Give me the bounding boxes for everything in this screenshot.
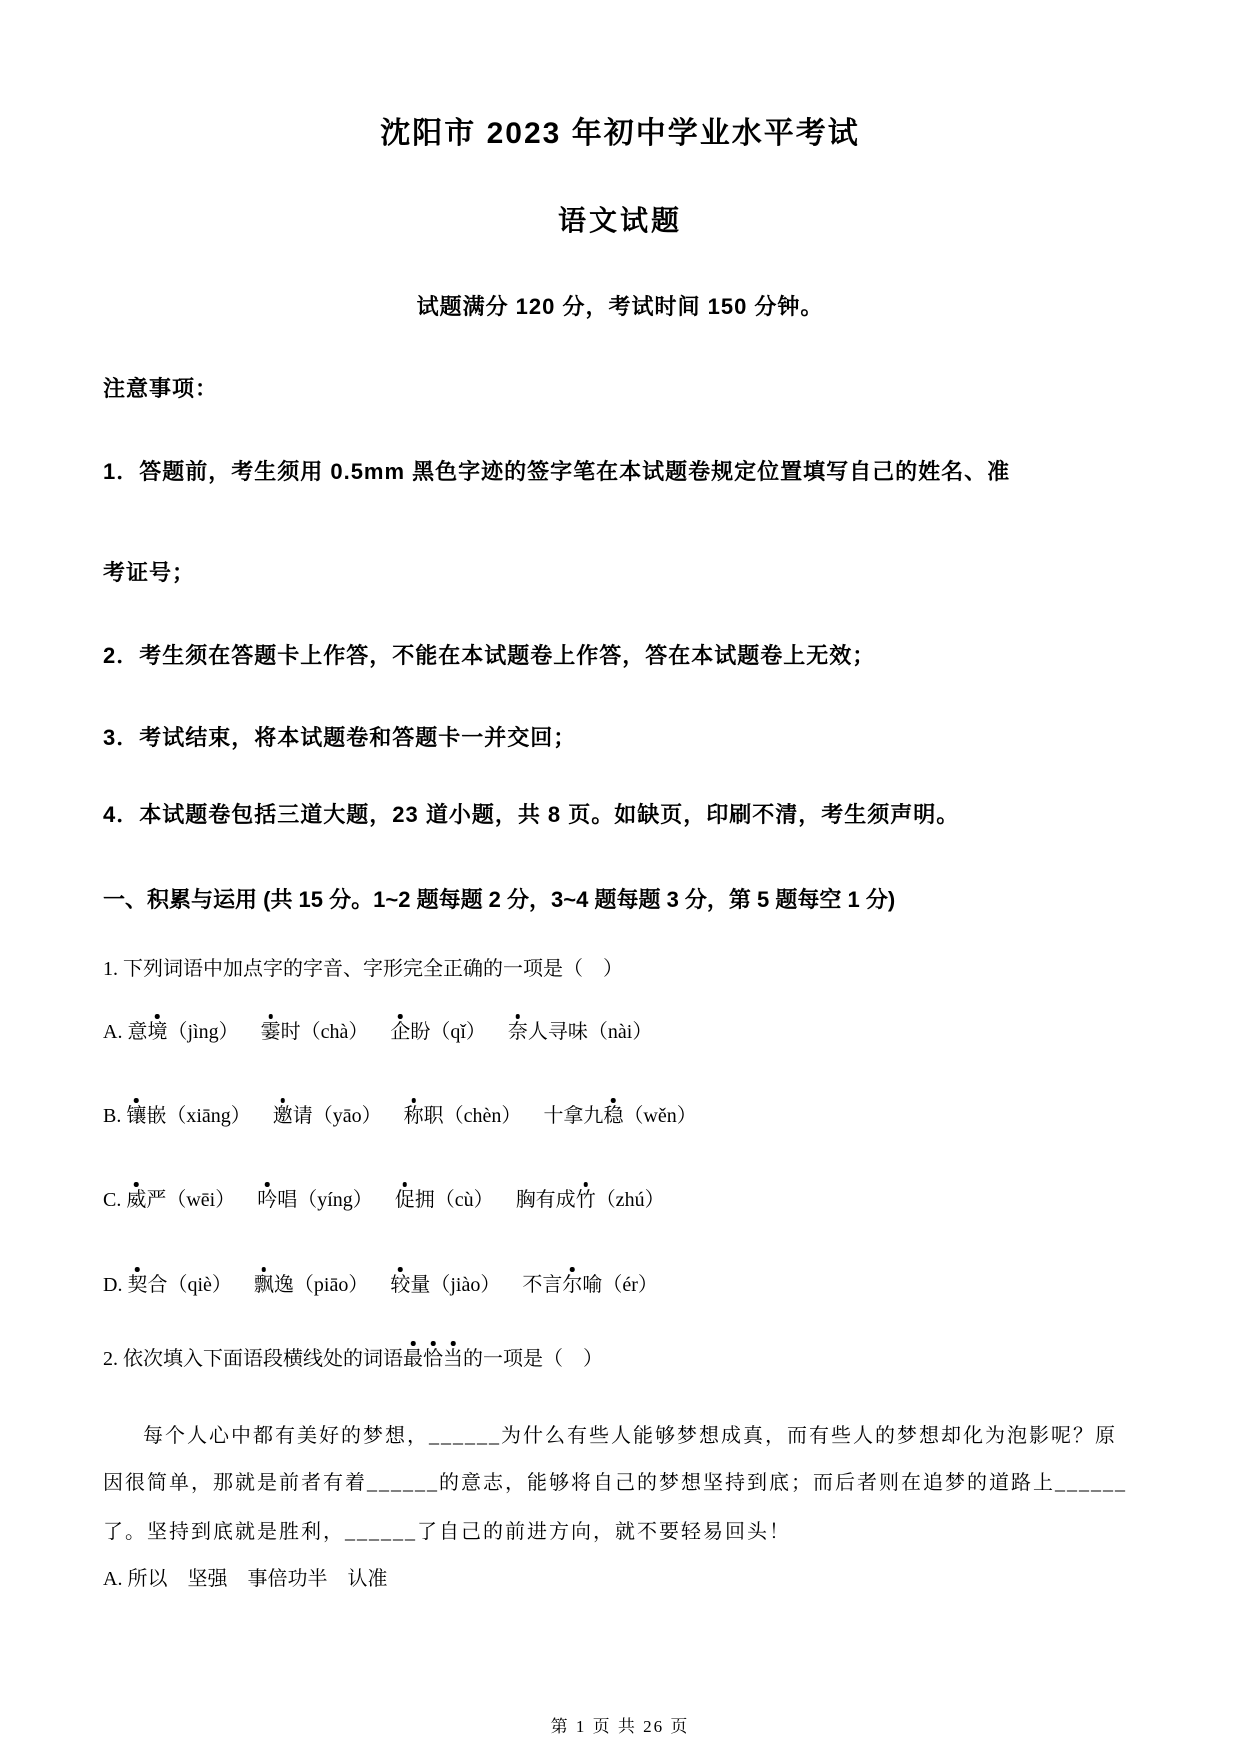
- question-2-passage-line-1: 每个人心中都有美好的梦想，______为什么有些人能够梦想成真，而有些人的梦想却化为泡影呢？原: [143, 1425, 1117, 1447]
- section-1-heading: 一、积累与运用 (共 15 分。1~2 题每题 2 分，3~4 题每题 3 分，第 5 题每空 1 分): [103, 887, 896, 912]
- question-1-option-a: A. 意境（jìng） 霎时（chà） 企盼（qǐ） 奈人寻味（nài）: [103, 1021, 653, 1043]
- page-footer: 第 1 页 共 26 页: [550, 1717, 690, 1736]
- exam-score-line: 试题满分 120 分，考试时间 150 分钟。: [416, 294, 824, 319]
- question-1-option-d: D. 契合（qiè） 飘逸（piāo） 较量（jiào） 不言尔喻（ér）: [103, 1274, 658, 1296]
- question-1-option-b: B. 镶嵌（xiāng） 邀请（yāo） 称职（chèn） 十拿九稳（wěn）: [103, 1105, 697, 1127]
- notice-heading: 注意事项：: [103, 376, 219, 401]
- question-2-passage-line-2: 因很简单，那就是前者有着______的意志，能够将自己的梦想坚持到底；而后者则在追梦的道路上______: [103, 1472, 1127, 1494]
- notice-item-4: 4．本试题卷包括三道大题，23 道小题，共 8 页。如缺页，印刷不清，考生须声明。: [103, 802, 960, 827]
- notice-item-3: 3．考试结束，将本试题卷和答题卡一并交回；: [103, 725, 577, 750]
- exam-title: 沈阳市 2023 年初中学业水平考试: [380, 117, 860, 150]
- question-2-option-a: A. 所以 坚强 事倍功半 认准: [103, 1568, 388, 1590]
- question-2-passage-line-3: 了。坚持到底就是胜利，______了自己的前进方向，就不要轻易回头！: [103, 1521, 791, 1543]
- question-1-option-c: C. 威严（wēi） 吟唱（yíng） 促拥（cù） 胸有成竹（zhú）: [103, 1189, 665, 1211]
- notice-item-1-continued: 考证号；: [103, 560, 196, 585]
- question-2-stem: 2. 依次填入下面语段横线处的词语最恰当的一项是（ ）: [103, 1348, 603, 1370]
- question-1-stem: 1. 下列词语中加点字的字音、字形完全正确的一项是（ ）: [103, 958, 623, 980]
- notice-item-1: 1．答题前，考生须用 0.5mm 黑色字迹的签字笔在本试题卷规定位置填写自己的姓名、准: [103, 459, 1011, 484]
- exam-subtitle: 语文试题: [557, 205, 682, 236]
- notice-item-2: 2．考生须在答题卡上作答，不能在本试题卷上作答，答在本试题卷上无效；: [103, 643, 876, 668]
